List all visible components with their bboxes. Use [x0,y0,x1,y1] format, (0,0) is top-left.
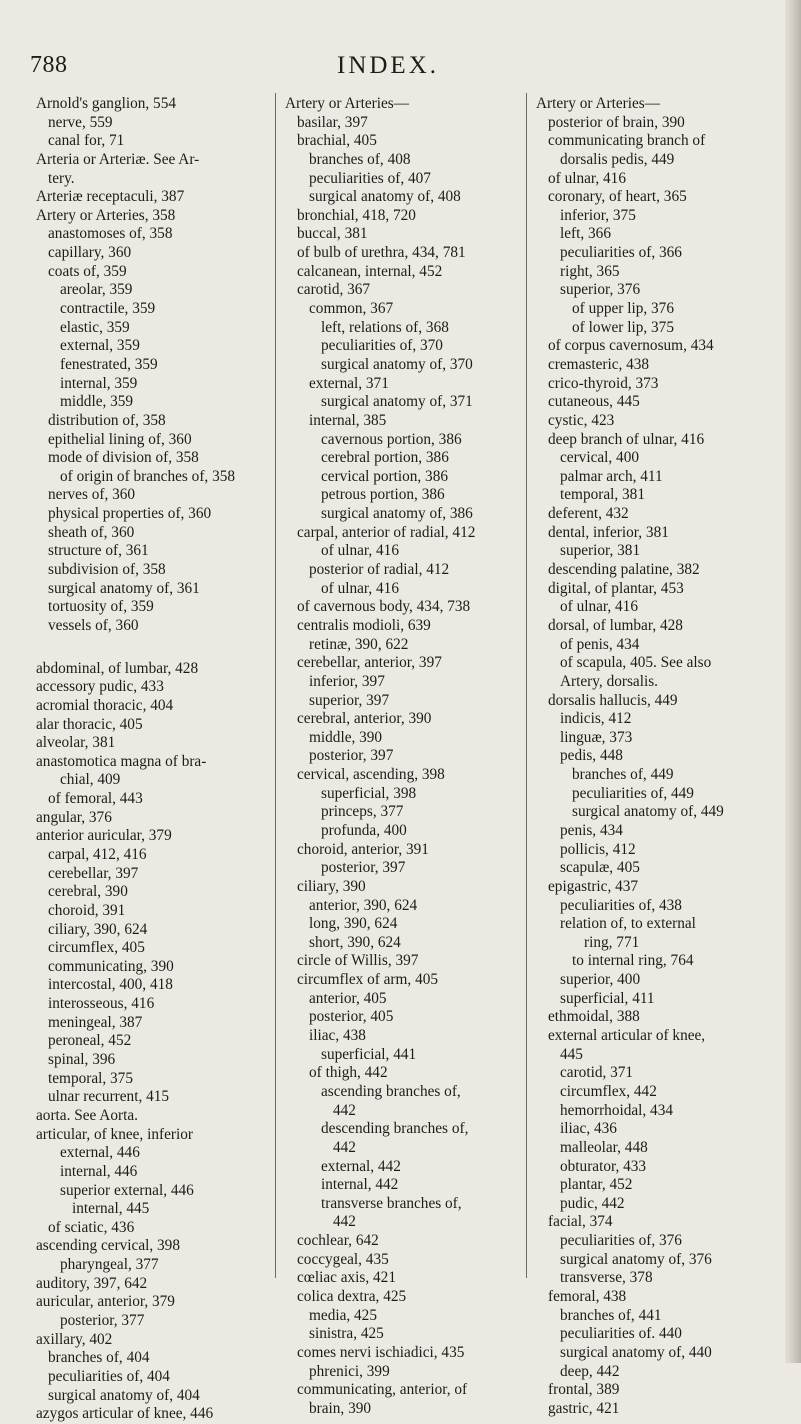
index-entry: superior, 400 [560,971,641,989]
index-entry: of penis, 434 [560,635,640,653]
index-entry: external, 446 [60,1144,140,1162]
index-entry: princeps, 377 [321,803,404,821]
index-entry: ciliary, 390, 624 [48,920,148,938]
index-entry: of lower lip, 375 [572,318,674,336]
index-entry: epigastric, 437 [548,877,639,895]
index-entry: 442 [333,1213,356,1231]
index-entry: petrous portion, 386 [321,486,445,504]
index-entry: spinal, 396 [48,1051,116,1069]
index-entry: frontal, 389 [548,1381,620,1399]
index-entry: branches of, 408 [309,150,411,168]
index-entry: retinæ, 390, 622 [309,635,409,653]
index-entry: of thigh, 442 [309,1064,388,1082]
index-entry: pudic, 442 [560,1194,625,1212]
index-entry: relation of, to external [560,915,696,933]
index-entry: accessory pudic, 433 [36,678,164,696]
index-entry: colica dextra, 425 [297,1288,407,1305]
index-entry: to internal ring, 764 [572,952,694,970]
index-entry: Artery or Arteries— [285,95,410,112]
index-entry: of sciatic, 436 [48,1218,135,1236]
index-entry: superior external, 446 [60,1181,194,1199]
index-entry: external, 359 [60,337,140,355]
index-entry: temporal, 381 [560,486,645,504]
index-entry: transverse, 378 [560,1269,653,1287]
index-entry: Artery or Arteries— [536,95,661,112]
index-entry: Arteriæ receptaculi, 387 [36,188,185,206]
index-entry: superior, 376 [560,281,641,299]
index-entry: Arnold's ganglion, 554 [36,95,176,112]
index-entry: external, 371 [309,374,389,392]
index-entry: iliac, 438 [309,1027,366,1045]
index-entry: posterior, 397 [321,859,406,877]
index-entry: sinistra, 425 [309,1325,384,1343]
index-entry: surgical anatomy of, 408 [309,188,461,206]
index-entry: choroid, anterior, 391 [297,840,429,858]
index-entry: communicating, anterior, of [297,1381,468,1399]
index-entry: phrenici, 399 [309,1362,390,1380]
index-entry: nerves of, 360 [48,486,136,504]
index-entry: surgical anatomy of, 449 [572,803,724,821]
column-divider [275,93,276,1278]
index-entry: gastric, 421 [548,1399,620,1417]
index-entry: of upper lip, 376 [572,300,674,318]
index-entry: peculiarities of, 407 [309,169,431,187]
index-entry: axillary, 402 [36,1330,113,1348]
page-header [0,50,801,86]
index-entry: 442 [333,1138,356,1156]
index-entry: branches of, 404 [48,1349,150,1367]
index-entry: posterior of radial, 412 [309,561,450,579]
index-entry: structure of, 361 [48,542,149,560]
index-entry: cavernous portion, 386 [321,430,462,448]
index-entry: cervical portion, 386 [321,467,449,485]
index-entry: auditory, 397, 642 [36,1274,148,1292]
index-entry: anterior auricular, 379 [36,827,172,845]
index-entry: physical properties of, 360 [48,505,212,523]
index-entry: cystic, 423 [548,411,615,429]
index-entry: of ulnar, 416 [548,169,626,187]
index-entry: internal, 385 [309,411,387,429]
index-entry: external articular of knee, [548,1027,706,1045]
index-entry: short, 390, 624 [309,933,401,951]
index-entry: interosseous, 416 [48,995,155,1013]
index-entry: of bulb of urethra, 434, 781 [297,244,466,262]
index-entry: peroneal, 452 [48,1032,132,1050]
index-entry: peculiarities of, 370 [321,337,443,355]
index-entry: buccal, 381 [297,225,368,243]
index-entry: epithelial lining of, 360 [48,430,192,448]
index-entry: circumflex, 405 [48,939,145,957]
index-entry: carotid, 367 [297,281,371,299]
index-entry: auricular, anterior, 379 [36,1293,175,1311]
index-entry: carotid, 371 [560,1064,634,1082]
index-entry: superficial, 441 [321,1045,417,1063]
index-entry: 442 [333,1101,356,1119]
index-entry: linguæ, 373 [560,728,633,746]
index-entry: peculiarities of, 376 [560,1232,682,1250]
index-entry: vessels of, 360 [48,616,139,634]
index-entry: sheath of, 360 [48,523,135,541]
index-entry: ascending cervical, 398 [36,1237,180,1255]
index-entry: pharyngeal, 377 [60,1256,159,1274]
index-entry: angular, 376 [36,808,112,826]
index-entry: of cavernous body, 434, 738 [297,598,471,616]
index-entry: intercostal, 400, 418 [48,976,173,994]
index-entry: azygos articular of knee, 446 [36,1405,214,1423]
index-entry: carpal, 412, 416 [48,845,147,863]
index-entry: superior, 397 [309,691,390,709]
index-entry: anastomoses of, 358 [48,225,173,243]
index-column-1 [36,95,268,1424]
index-entry: alar thoracic, 405 [36,715,143,733]
index-entry: peculiarities of, 404 [48,1367,170,1385]
index-entry: indicis, 412 [560,710,632,728]
index-entry: aorta. See Aorta. [36,1106,138,1124]
index-entry: fenestrated, 359 [60,355,158,373]
index-entry: acromial thoracic, 404 [36,696,174,714]
index-entry: dorsalis pedis, 449 [560,150,675,168]
index-column-2 [285,95,517,1418]
index-entry: of ulnar, 416 [321,542,399,560]
index-entry: nerve, 559 [48,113,113,131]
index-entry: canal for, 71 [48,132,125,150]
index-entry: cutaneous, 445 [548,393,640,411]
index-entry: femoral, 438 [548,1288,627,1305]
index-entry: ciliary, 390 [297,877,366,895]
index-entry: calcanean, internal, 452 [297,262,443,280]
index-entry: subdivision of, 358 [48,561,166,579]
index-entry: cervical, ascending, 398 [297,766,445,784]
index-entry: cervical, 400 [560,449,639,467]
index-entry: brain, 390 [309,1399,372,1417]
index-entry: deep branch of ulnar, 416 [548,430,705,448]
index-entry: coronary, of heart, 365 [548,188,687,206]
index-entry: malleolar, 448 [560,1138,648,1156]
section-gap [36,636,268,660]
index-entry: profunda, 400 [321,821,407,839]
index-entry: of scapula, 405. See also [560,654,712,672]
index-entry: anterior, 390, 624 [309,896,418,914]
index-entry: ethmoidal, 388 [548,1008,640,1026]
index-entry: of ulnar, 416 [321,579,399,597]
index-entry: obturator, 433 [560,1157,647,1175]
index-entry: iliac, 436 [560,1120,617,1138]
index-entry: circumflex, 442 [560,1082,657,1100]
index-entry: peculiarities of, 449 [572,784,694,802]
column-divider [526,93,527,1278]
index-entry: dental, inferior, 381 [548,523,669,541]
index-entry: middle, 390 [309,728,383,746]
index-entry: posterior, 397 [309,747,394,765]
index-entry: internal, 446 [60,1162,138,1180]
index-entry: posterior of brain, 390 [548,113,685,131]
index-entry: surgical anatomy of, 371 [321,393,473,411]
index-entry: dorsalis hallucis, 449 [548,691,678,709]
index-entry: meningeal, 387 [48,1013,143,1031]
index-entry: brachial, 405 [297,132,377,150]
index-entry: mode of division of, 358 [48,449,199,467]
index-entry: middle, 359 [60,393,134,411]
index-entry: right, 365 [560,262,620,280]
index-entry: superficial, 398 [321,784,417,802]
index-entry: peculiarities of. 440 [560,1325,682,1343]
index-entry: Artery or Arteries, 358 [36,206,176,224]
page-edge-shadow [785,0,801,1363]
index-entry: anastomotica magna of bra- [36,752,207,770]
index-entry: internal, 442 [321,1176,399,1194]
index-entry: temporal, 375 [48,1069,133,1087]
index-entry: left, 366 [560,225,611,243]
index-entry: descending branches of, [321,1120,469,1138]
index-entry: choroid, 391 [48,901,126,919]
index-entry: cœliac axis, 421 [297,1269,396,1287]
index-entry: cerebellar, 397 [48,864,139,882]
index-entry: communicating branch of [548,132,706,150]
index-entry: alveolar, 381 [36,734,116,752]
index-entry: cerebral, anterior, 390 [297,710,432,728]
page-number: 788 [30,52,68,78]
index-entry: surgical anatomy of, 370 [321,355,473,373]
index-entry: of corpus cavernosum, 434 [548,337,714,355]
index-entry: 445 [560,1045,583,1063]
index-entry: digital, of plantar, 453 [548,579,684,597]
index-entry: superior, 381 [560,542,641,560]
index-entry: deferent, 432 [548,505,629,523]
index-entry: surgical anatomy of, 376 [560,1250,712,1268]
index-entry: ascending branches of, [321,1082,461,1100]
index-entry: inferior, 375 [560,206,636,224]
index-entry: internal, 445 [72,1200,150,1218]
index-entry: scapulæ, 405 [560,859,640,877]
index-entry: branches of, 441 [560,1306,662,1324]
index-column-3 [536,95,778,1418]
index-entry: penis, 434 [560,821,623,839]
index-entry: dorsal, of lumbar, 428 [548,616,683,634]
index-entry: tery. [48,169,75,187]
index-entry: posterior, 377 [60,1312,145,1329]
index-entry: cremasteric, 438 [548,355,650,373]
index-entry: elastic, 359 [60,318,130,336]
index-entry: plantar, 452 [560,1176,633,1194]
index-entry: coats of, 359 [48,262,127,280]
running-head: INDEX. [337,52,440,79]
index-entry: coccygeal, 435 [297,1250,389,1268]
index-entry: cerebral, 390 [48,883,128,901]
index-entry: areolar, 359 [60,281,133,299]
index-entry: media, 425 [309,1306,377,1324]
index-entry: articular, of knee, inferior [36,1125,193,1143]
index-entry: external, 442 [321,1157,401,1175]
index-entry: cerebellar, anterior, 397 [297,654,442,672]
index-entry: hemorrhoidal, 434 [560,1101,674,1119]
index-entry: peculiarities of, 366 [560,244,682,262]
index-entry: branches of, 449 [572,766,674,784]
index-entry: common, 367 [309,300,394,318]
index-entry: surgical anatomy of, 404 [48,1386,200,1404]
index-entry: surgical anatomy of, 440 [560,1343,712,1361]
index-entry: peculiarities of, 438 [560,896,682,914]
index-entry: ring, 771 [584,933,640,951]
index-entry: descending palatine, 382 [548,561,700,579]
index-entry: Artery, dorsalis. [560,672,658,690]
index-entry: contractile, 359 [60,300,156,318]
index-entry: basilar, 397 [297,113,368,131]
index-entry: abdominal, of lumbar, 428 [36,659,199,677]
index-entry: superficial, 411 [560,989,655,1007]
index-entry: circumflex of arm, 405 [297,971,439,989]
index-entry: surgical anatomy of, 386 [321,505,473,523]
index-entry: cochlear, 642 [297,1232,379,1250]
index-entry: palmar arch, 411 [560,467,663,485]
index-entry: distribution of, 358 [48,411,166,429]
index-entry: transverse branches of, [321,1194,462,1212]
index-entry: surgical anatomy of, 361 [48,579,200,597]
index-entry: chial, 409 [60,771,121,789]
index-entry: capillary, 360 [48,244,132,262]
index-entry: pollicis, 412 [560,840,636,858]
index-entry: centralis modioli, 639 [297,616,431,634]
index-entry: facial, 374 [548,1213,613,1231]
index-entry: inferior, 397 [309,672,385,690]
index-entry: ulnar recurrent, 415 [48,1088,170,1106]
index-entry: of origin of branches of, 358 [60,467,236,485]
index-entry: posterior, 405 [309,1008,394,1026]
index-entry: bronchial, 418, 720 [297,206,416,224]
index-entry: deep, 442 [560,1362,620,1380]
index-entry: comes nervi ischiadici, 435 [297,1343,465,1361]
index-entry: anterior, 405 [309,989,387,1007]
index-entry: carpal, anterior of radial, 412 [297,523,476,541]
index-entry: tortuosity of, 359 [48,598,154,616]
index-entry: left, relations of, 368 [321,318,449,336]
index-entry: of femoral, 443 [48,790,143,808]
index-entry: long, 390, 624 [309,915,398,933]
index-entry: pedis, 448 [560,747,623,765]
index-entry: Arteria or Arteriæ. See Ar- [36,150,200,168]
index-entry: internal, 359 [60,374,138,392]
index-entry: of ulnar, 416 [560,598,638,616]
index-entry: cerebral portion, 386 [321,449,449,467]
index-entry: crico-thyroid, 373 [548,374,659,392]
index-entry: communicating, 390 [48,957,174,975]
index-entry: circle of Willis, 397 [297,952,419,970]
